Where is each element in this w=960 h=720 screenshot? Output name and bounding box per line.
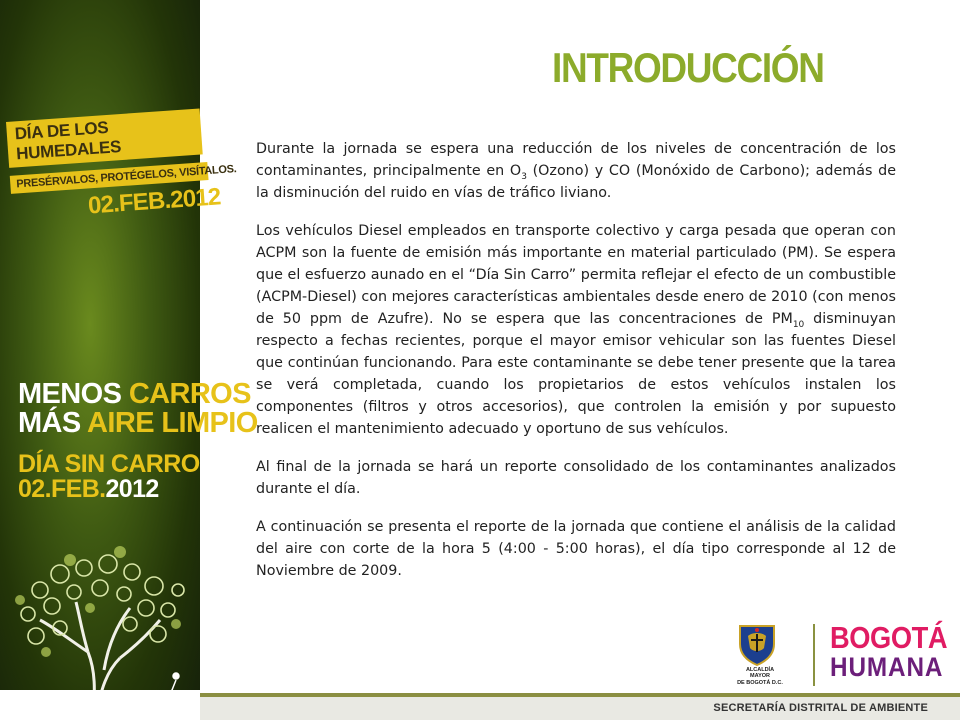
paragraph-2: Los vehículos Diesel empleados en transporte colectivo y carga pesada que operan con ACPM son la fuente de emisión más importante en material particulado (PM). Se espera que el esfuerzo aunado en el “Día Sin Carro” permita reflejar el efecto de un combustible (ACPM-Diesel) con mejores características ambientales desde enero de 2010 (con menos de 50 ppm de Azufre). No se espera que las concentraciones de $PM_{10}$ disminuyan respecto a fechas recientes, porque el mayor emisor vehicular son las fuentes Diesel que continúan funcionando. Para este contaminante se debe tener presente que la tarea se verá completada, cuando los propietarios de estos vehículos instalen los componentes (filtros y otros accesorios), que controlen la emisión y por supuesto realicen el mantenimiento adecuado y oportuno de sus vehículos. bbox=[256, 223, 896, 437]
slogan-mas: MÁS bbox=[18, 407, 81, 439]
humedales-subtitle: PRESÉRVALOS, PROTÉGELOS, VISÍTALOS. bbox=[10, 162, 209, 194]
bogota-wordmark: BOGOTÁ bbox=[830, 620, 948, 655]
coat-of-arms-icon bbox=[736, 622, 778, 666]
institution-logos bbox=[736, 620, 948, 688]
footer-agency: SECRETARÍA DISTRITAL DE AMBIENTE bbox=[713, 702, 928, 714]
slogan-menos: MENOS bbox=[18, 378, 122, 410]
slogan-dia-sin-carro: DÍA SIN CARRO bbox=[18, 450, 200, 478]
humana-wordmark: HUMANA bbox=[830, 652, 944, 682]
slogan-date-b: 2012 bbox=[105, 475, 159, 503]
humedales-title: DÍA DE LOS HUMEDALES bbox=[6, 108, 203, 167]
paragraph-3: Al final de la jornada se hará un reporte consolidado de los contaminantes analizados durante el día. bbox=[256, 459, 896, 497]
paragraph-1: Durante la jornada se espera una reducción de los niveles de concentración de los contaminantes, principalmente en $O_3$ (Ozono) y CO (Monóxido de Carbono); además de la disminución del ruido en vías de tráfico liviano. bbox=[256, 141, 896, 201]
paragraph-4: A continuación se presenta el reporte de la jornada que contiene el análisis de la calidad del aire con corte de la hora 5 (4:00 - 5:00 horas), el día tipo corresponde al 12 de Noviembre de 2009. bbox=[256, 519, 896, 579]
humedales-date: 02.FEB.2012 bbox=[87, 183, 222, 220]
slogan-carros: CARROS bbox=[128, 378, 251, 410]
alcaldia-label: ALCALDÍA MAYOR DE BOGOTÁ D.C. bbox=[737, 667, 783, 686]
page-title: INTRODUCCIÓN bbox=[552, 44, 824, 91]
logo-divider bbox=[813, 624, 815, 686]
campaign-slogan bbox=[18, 378, 258, 503]
campaign-sidebar bbox=[0, 0, 258, 720]
humedales-banner bbox=[6, 108, 237, 225]
introduction-body bbox=[256, 138, 896, 598]
slogan-aire: AIRE LIMPIO bbox=[87, 407, 258, 439]
slogan-date-a: 02.FEB. bbox=[18, 475, 106, 503]
